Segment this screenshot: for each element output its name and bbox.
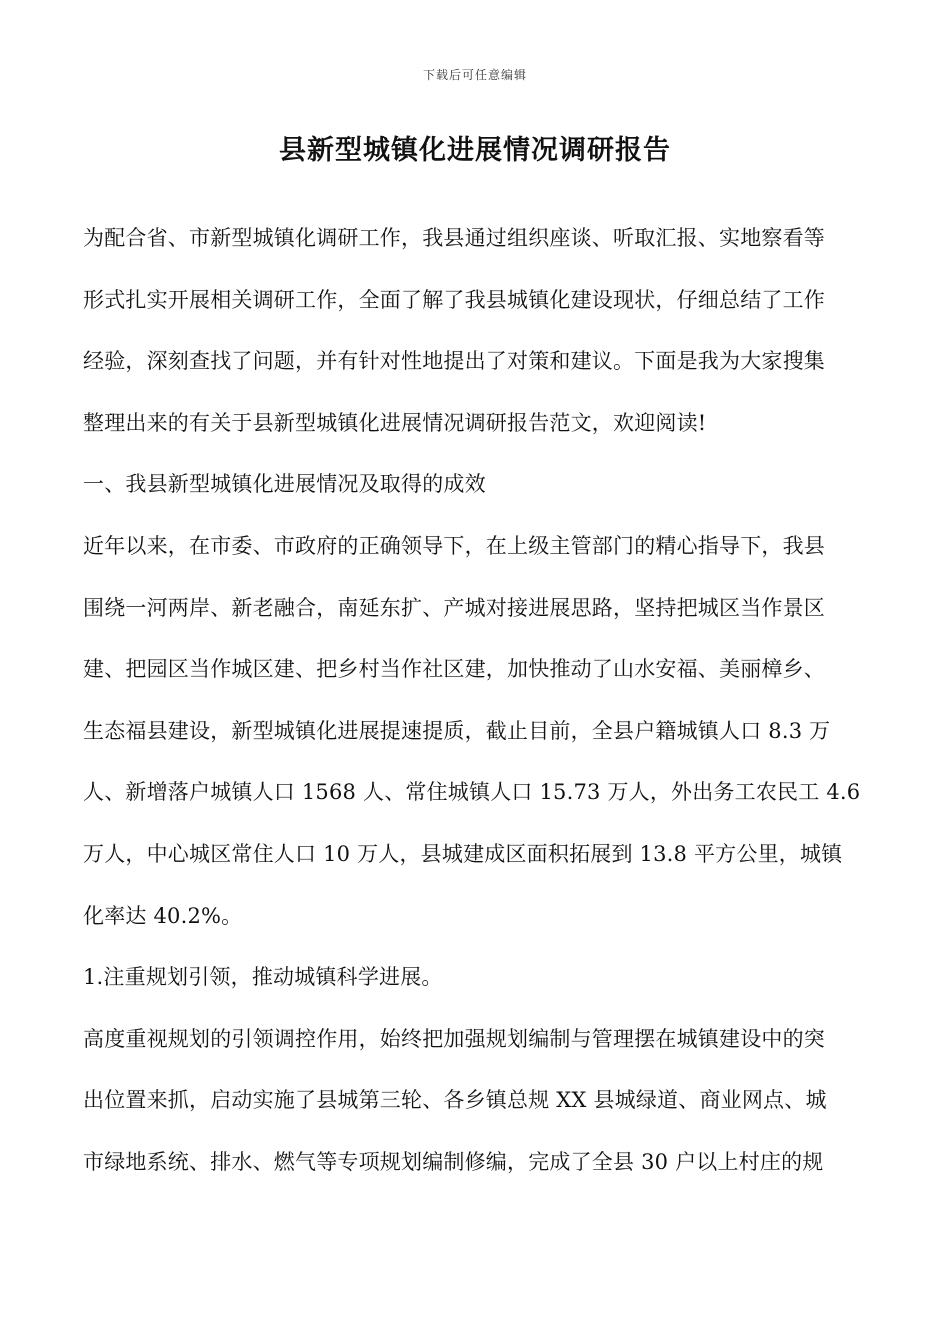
body-line: 化率达 40.2%。 [83,903,243,928]
header-note: 下载后可任意编辑 [422,68,527,82]
section-heading: 一、我县新型城镇化进展情况及取得的成效 [83,472,486,497]
body-line: 形式扎实开展相关调研工作，全面了解了我县城镇化建设现状，仔细总结了工作 [83,287,825,312]
document-title: 县新型城镇化进展情况调研报告 [279,135,671,166]
document-body [83,218,873,1204]
body-line: 生态福县建设，新型城镇化进展提速提质，截止目前，全县户籍城镇人口 8.3 万 [83,718,831,743]
body-line: 为配合省、市新型城镇化调研工作，我县通过组织座谈、听取汇报、实地察看等 [83,226,825,250]
body-line: 万人，中心城区常住人口 10 万人，县城建成区面积拓展到 13.8 平方公里，城镇 [83,841,843,866]
body-line: 围绕一河两岸、新老融合，南延东扩、产城对接进展思路，坚持把城区当作景区 [83,595,825,620]
body-line: 市绿地系统、排水、燃气等专项规划编制修编，完成了全县 30 户以上村庄的规 [83,1149,824,1174]
body-line: 人、新增落户城镇人口 1568 人、常住城镇人口 15.73 万人，外出务工农民工 4.6 [83,780,861,805]
body-line: 出位置来抓，启动实施了县城第三轮、各乡镇总规 XX 县城绿道、商业网点、城 [83,1088,827,1113]
body-line: 整理出来的有关于县新型城镇化进展情况调研报告范文，欢迎阅读! [83,410,707,435]
body-line: 近年以来，在市委、市政府的正确领导下，在上级主管部门的精心指导下，我县 [83,533,825,558]
subsection-heading: 1.注重规划引领，推动城镇科学进展。 [83,965,443,990]
body-line: 经验，深刻查找了问题，并有针对性地提出了对策和建议。下面是我为大家搜集 [83,349,825,374]
body-line: 建、把园区当作城区建、把乡村当作社区建，加快推动了山水安福、美丽樟乡、 [83,657,825,682]
body-line: 高度重视规划的引领调控作用，始终把加强规划编制与管理摆在城镇建设中的突 [83,1026,825,1051]
